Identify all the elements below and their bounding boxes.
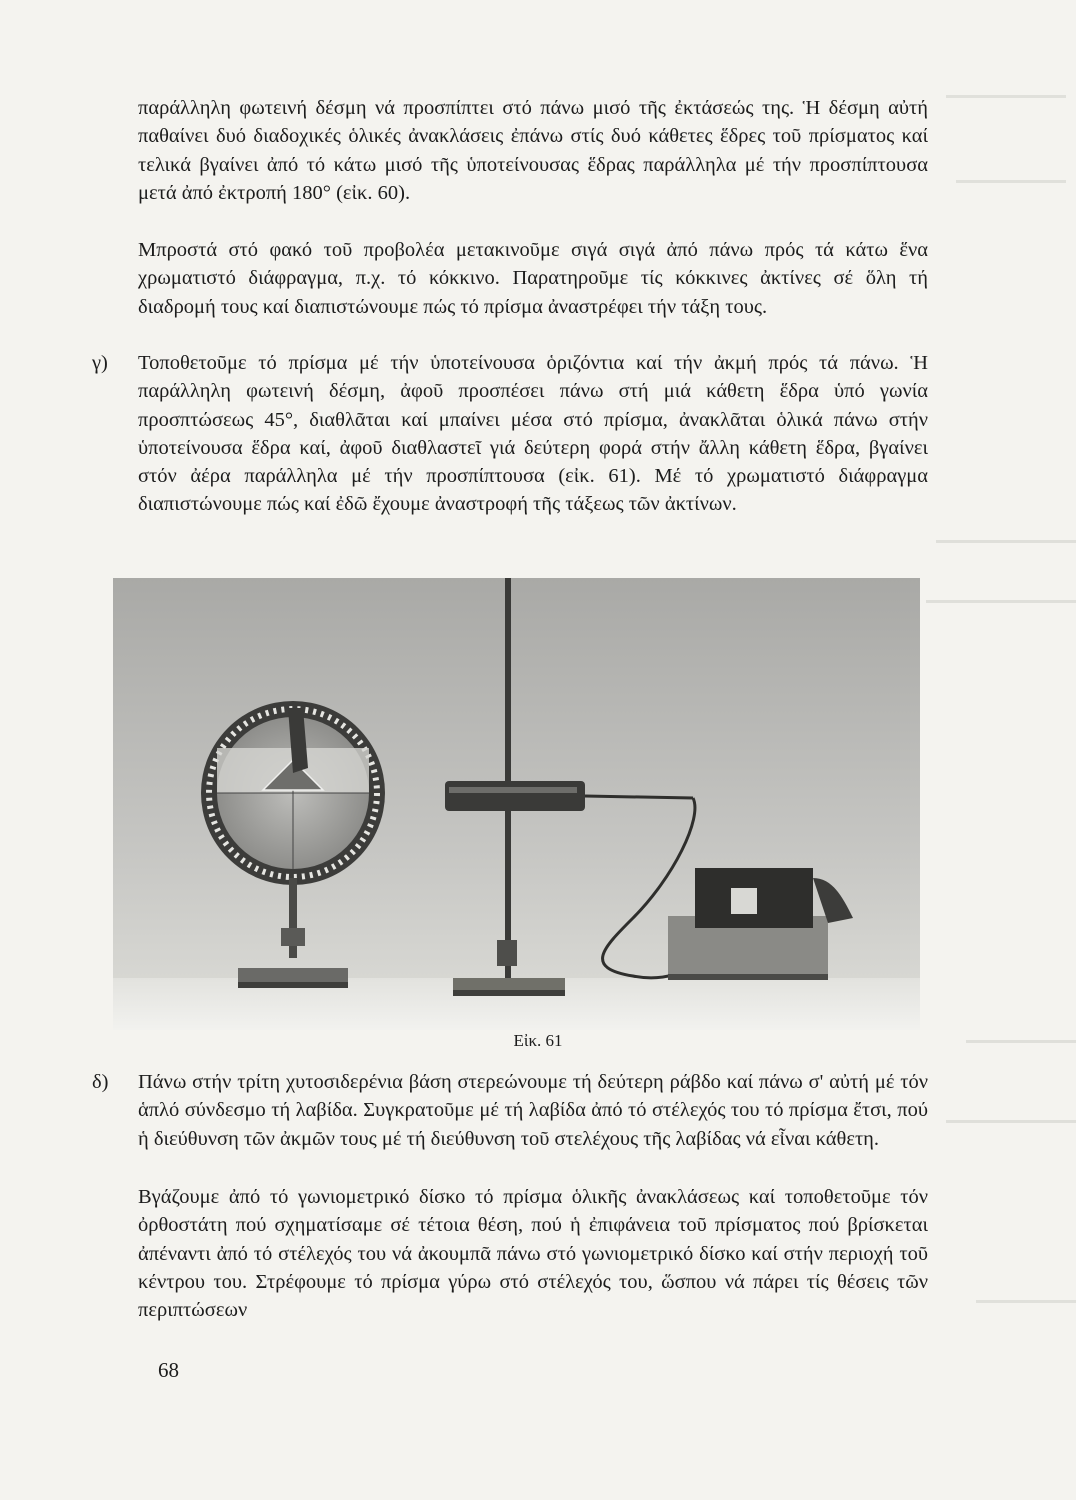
figure-caption: Εἰκ. 61 (513, 1031, 563, 1050)
paragraph-delta: Πάνω στήν τρίτη χυτοσιδερένια βάση στερεώνουμε τή δεύτερη ράβδο καί πάνω σ' αὐτή μέ τόν ἁπλό σύνδεσμο τή λαβίδα. Συγκρατοῦμε μέ τή λαβίδα ἀπό τό στέλεχός του τό πρίσμα ἔτσι, πού ἡ διεύθυνση τῶν ἀκμῶν τους μέ τή διεύθυνση τοῦ στελέχους τῆς λαβίδας νά εἶναι κάθετη. (138, 1071, 928, 1150)
paragraph-continuation: παράλληλη φωτεινή δέσμη νά προσπίπτει στό πάνω μισό τῆς ἐκτάσεώς της. Ἡ δέσμη αὐτή παθαίνει δυό διαδοχικές ὁλικές ἀνακλάσεις ἐπάνω στίς δυό κάθετες ἕδρες τοῦ πρίσματος καί τελικά βγαίνει ἀπό τό κάτω μισό τῆς ὑποτείνουσας ἕδρας παράλληλα μέ τήν προσπίπτουσα μετά ἀπό ἐκτροπή 180° (εἰκ. 60). (138, 97, 928, 204)
goniometer-disc (201, 701, 385, 885)
item-label-delta: δ) (92, 1071, 109, 1093)
facing-page-bleed-through (916, 0, 1076, 1500)
page-number: 68 (158, 1358, 179, 1382)
figure-photo (113, 578, 920, 1030)
apparatus-photo-illustration (113, 578, 920, 1030)
paragraph-gamma: Τοποθετοῦμε τό πρίσμα μέ τήν ὑποτείνουσα ὁριζόντια καί τήν ἀκμή πρός τά πάνω. Ἡ παράλληλη φωτεινή δέσμη, ἀφοῦ προσπέσει πάνω στή μιά κάθετη ἕδρα ὑπό γωνία προσπτώσεως 45°, διαθλᾶται καί μπαίνει μέσα στό πρίσμα, ἀνακλᾶται ὁλικά πάνω στήν ὑποτείνουσα ἕδρα καί, ἀφοῦ διαθλαστεῖ γιά δεύτερη φορά στήν ἄλλη κάθετη ἕδρα, βγαίνει στόν ἀέρα παράλληλα μέ τήν προσπίπτουσα (εἰκ. 61). Μέ τό χρωματιστό διάφραγμα διαπιστώνουμε πώς καί ἐδῶ ἔχουμε ἀναστροφή τῆς τάξεως τῶν ἀκτίνων. (138, 352, 928, 516)
item-label-gamma: γ) (92, 352, 108, 374)
paragraph-remove-prism: Βγάζουμε ἀπό τό γωνιομετρικό δίσκο τό πρίσμα ὁλικῆς ἀνακλάσεως καί τοποθετοῦμε τόν ὀρθοστάτη πού σχηματίσαμε σέ τέτοια θέση, πού ἡ ἐπιφάνεια τοῦ πρίσματος πού βρίσκεται ἀπέναντι ἀπό τό στέλεχός του νά ἀκουμπᾶ πάνω στό γωνιομετρικό δίσκο καί στήν περιοχή τοῦ κέντρου του. Στρέφουμε τό πρίσμα γύρω στό στέλεχός του, ὥσπου νά πάρει τίς θέσεις τῶν περιπτώσεων (138, 1186, 928, 1322)
paragraph-red-filter: Μπροστά στό φακό τοῦ προβολέα μετακινοῦμε σιγά σιγά ἀπό πάνω πρός τά κάτω ἕνα χρωματιστό διάφραγμα, π.χ. τό κόκκινο. Παρατηροῦμε τίς κόκκινες ἀκτίνες σέ ὅλη τή διαδρομή τους καί διαπιστώνουμε πώς τό πρίσμα ἀναστρέφει τήν τάξη τους. (138, 239, 928, 318)
